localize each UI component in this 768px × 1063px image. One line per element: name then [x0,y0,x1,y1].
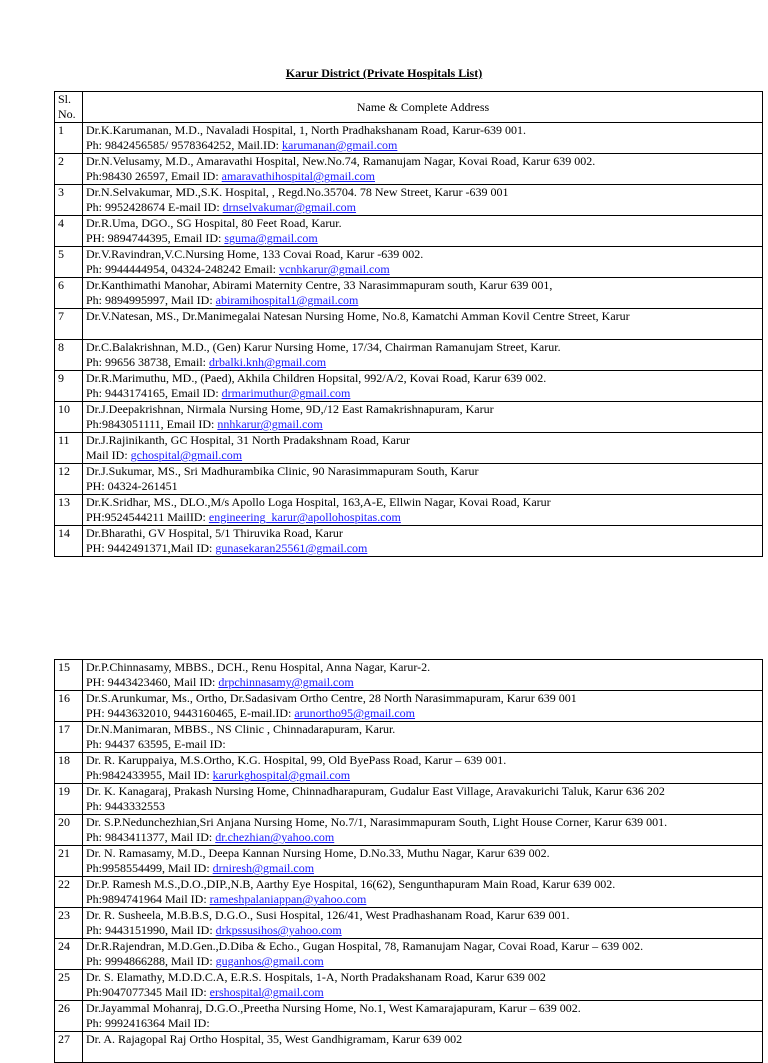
phone-text: Ph: 9894995997, Mail ID: [86,293,216,307]
hospital-details [83,722,763,753]
email-link[interactable]: vcnhkarur@gmail.com [279,262,390,276]
email-link[interactable]: drbalki.knh@gmail.com [209,355,327,369]
serial-number: 5 [55,247,83,278]
email-link[interactable]: sguma@gmail.com [224,231,318,245]
hospital-details [83,433,763,464]
table-row [55,402,763,433]
phone-text: Ph: 99656 38738, Email: [86,355,209,369]
contact-line [86,985,760,1000]
serial-number: 22 [55,877,83,908]
phone-text: Ph: 9443151990, Mail ID: [86,923,216,937]
serial-number: 8 [55,340,83,371]
doctor-hospital-address: Dr. S. Elamathy, M.D.D.C.A, E.R.S. Hospitals, 1-A, North Pradakshanam Road, Karur 639 002 [86,970,546,984]
hospital-details [83,495,763,526]
serial-number: 20 [55,815,83,846]
no-header-label: No. [58,107,76,121]
doctor-hospital-address: Dr.V.Natesan, MS., Dr.Manimegalai Natesan Nursing Home, No.8, Kamatchi Amman Kovil Centre Street, Karur [86,309,630,323]
table-row [55,278,763,309]
table-row [55,753,763,784]
contact-line [86,355,760,370]
hospital-details [83,247,763,278]
phone-text: Ph: 9842456585/ 9578364252, Mail.ID: [86,138,283,152]
contact-line [86,1047,760,1062]
serial-number: 19 [55,784,83,815]
serial-number: 14 [55,526,83,557]
doctor-hospital-address: Dr.R.Marimuthu, MD., (Paed), Akhila Children Hopsital, 992/A/2, Kovai Road, Karur 639 002. [86,371,547,385]
email-link[interactable]: gunasekaran25561@gmail.com [215,541,368,555]
serial-number: 12 [55,464,83,495]
phone-text: Ph: 9992416364 Mail ID: [86,1016,210,1030]
phone-text: Ph: 9944444954, 04324-248242 Email: [86,262,279,276]
contact-line [86,510,760,525]
serial-number: 10 [55,402,83,433]
phone-text: Ph: 9443332553 [86,799,166,813]
hospital-details [83,340,763,371]
hospital-table-part-2 [54,659,763,1063]
contact-line [86,138,760,153]
hospital-table-part-1 [54,91,763,557]
email-link[interactable]: drmarimuthur@gmail.com [221,386,351,400]
doctor-hospital-address: Dr.R.Uma, DGO., SG Hospital, 80 Feet Road, Karur. [86,216,342,230]
serial-number: 16 [55,691,83,722]
contact-line [86,417,760,432]
doctor-hospital-address: Dr.V.Ravindran,V.C.Nursing Home, 133 Covai Road, Karur -639 002. [86,247,424,261]
hospital-details [83,154,763,185]
contact-line [86,386,760,401]
phone-text: Ph:9894741964 Mail ID: [86,892,210,906]
phone-text: Ph: 9952428674 E-mail ID: [86,200,223,214]
email-link[interactable]: drkpssusihos@yahoo.com [215,923,342,937]
contact-line [86,799,760,814]
table-row [55,216,763,247]
contact-line [86,892,760,907]
email-link[interactable]: arunortho95@gmail.com [294,706,416,720]
hospital-details [83,371,763,402]
table-row [55,340,763,371]
serial-number: 18 [55,753,83,784]
serial-number: 24 [55,939,83,970]
serial-number: 27 [55,1032,83,1063]
table-row [55,154,763,185]
table-header-row [55,92,763,123]
phone-text: Ph:98430 26597, Email ID: [86,169,222,183]
contact-line [86,231,760,246]
contact-line [86,830,760,845]
serial-number: 6 [55,278,83,309]
doctor-hospital-address: Dr.Jayammal Mohanraj, D.G.O.,Preetha Nursing Home, No.1, West Kamarajapuram, Karur – 639 002. [86,1001,581,1015]
sl-no-header [55,92,83,123]
email-link[interactable]: abiramihospital1@gmail.com [215,293,359,307]
hospital-details [83,753,763,784]
email-link[interactable]: drniresh@gmail.com [212,861,315,875]
phone-text: PH: 9443632010, 9443160465, E-mail.ID: [86,706,295,720]
contact-line [86,737,760,752]
serial-number: 15 [55,660,83,691]
email-link[interactable]: karumanan@gmail.com [282,138,398,152]
contact-line [86,861,760,876]
table-row [55,526,763,557]
table-row [55,722,763,753]
hospital-details [83,970,763,1001]
hospital-details [83,815,763,846]
doctor-hospital-address: Dr. S.P.Nedunchezhian,Sri Anjana Nursing Home, No.7/1, Narasimmapuram South, Light House Corner, Karur 639 001. [86,815,668,829]
phone-text: PH: 9894744395, Email ID: [86,231,225,245]
serial-number: 25 [55,970,83,1001]
contact-line [86,448,760,463]
hospital-details [83,402,763,433]
serial-number: 11 [55,433,83,464]
hospital-details [83,877,763,908]
serial-number: 3 [55,185,83,216]
doctor-hospital-address: Dr.Kanthimathi Manohar, Abirami Maternity Centre, 33 Narasimmapuram south, Karur 639 001, [86,278,553,292]
email-link[interactable]: drnselvakumar@gmail.com [222,200,357,214]
doctor-hospital-address: Dr.K.Sridhar, MS., DLO.,M/s Apollo Loga Hospital, 163,A-E, Ellwin Nagar, Kovai Road, Karur [86,495,551,509]
doctor-hospital-address: Dr.J.Rajinikanth, GC Hospital, 31 North Pradakshnam Road, Karur [86,433,410,447]
hospital-details [83,464,763,495]
doctor-hospital-address: Dr.N.Selvakumar, MD.,S.K. Hospital, , Regd.No.35704. 78 New Street, Karur -639 001 [86,185,509,199]
contact-line [86,954,760,969]
phone-text: PH:9524544211 MailID: [86,510,209,524]
contact-line [86,923,760,938]
contact-line [86,200,760,215]
table-row [55,815,763,846]
table-row [55,660,763,691]
phone-text: Ph:9842433955, Mail ID: [86,768,213,782]
doctor-hospital-address: Dr.C.Balakrishnan, M.D., (Gen) Karur Nursing Home, 17/34, Chairman Ramanujam Street, Karur. [86,340,561,354]
contact-line [86,293,760,308]
table-row [55,970,763,1001]
phone-text: Ph:9047077345 Mail ID: [86,985,210,999]
serial-number: 4 [55,216,83,247]
email-link[interactable]: gchospital@gmail.com [130,448,243,462]
contact-line [86,675,760,690]
table-row [55,1001,763,1032]
table-row [55,784,763,815]
table-row [55,433,763,464]
contact-line [86,706,760,721]
serial-number: 1 [55,123,83,154]
hospital-details [83,309,763,340]
email-link[interactable]: amaravathihospital@gmail.com [221,169,376,183]
hospital-details [83,123,763,154]
doctor-hospital-address: Dr.J.Deepakrishnan, Nirmala Nursing Home, 9D,/12 East Ramakrishnapuram, Karur [86,402,494,416]
hospital-details [83,846,763,877]
table-row [55,123,763,154]
doctor-hospital-address: Dr. R. Susheela, M.B.B.S, D.G.O., Susi Hospital, 126/41, West Pradhashanam Road, Karur 639 001. [86,908,570,922]
doctor-hospital-address: Dr. R. Karuppaiya, M.S.Ortho, K.G. Hospital, 99, Old ByePass Road, Karur – 639 001. [86,753,507,767]
contact-line [86,324,760,339]
phone-text: Ph: 9843411377, Mail ID: [86,830,216,844]
hospital-details [83,691,763,722]
table-row [55,1032,763,1063]
hospital-details [83,185,763,216]
phone-text: Ph:9843051111, Email ID: [86,417,218,431]
email-link[interactable]: dr.chezhian@yahoo.com [215,830,335,844]
table-row [55,495,763,526]
hospital-details [83,526,763,557]
doctor-hospital-address: Dr. K. Kanagaraj, Prakash Nursing Home, Chinnadharapuram, Gudalur East Village, Aravakurichi Taluk, Karur 636 202 [86,784,665,798]
hospital-details [83,278,763,309]
doctor-hospital-address: Dr.P.Chinnasamy, MBBS., DCH., Renu Hospital, Anna Nagar, Karur-2. [86,660,431,674]
table-row [55,185,763,216]
phone-text: PH: 9442491371,Mail ID: [86,541,216,555]
phone-text: Ph:9958554499, Mail ID: [86,861,213,875]
hospital-details [83,1032,763,1063]
serial-number: 2 [55,154,83,185]
serial-number: 23 [55,908,83,939]
table-row [55,877,763,908]
doctor-hospital-address: Dr.N.Manimaran, MBBS., NS Clinic , Chinnadarapuram, Karur. [86,722,396,736]
contact-line [86,541,760,556]
phone-text: PH: 9443423460, Mail ID: [86,675,219,689]
table-row [55,939,763,970]
table-row [55,846,763,877]
doctor-hospital-address: Dr.J.Sukumar, MS., Sri Madhurambika Clinic, 90 Narasimmapuram South, Karur [86,464,479,478]
serial-number: 26 [55,1001,83,1032]
email-link[interactable]: ershospital@gmail.com [209,985,324,999]
hospital-details [83,1001,763,1032]
serial-number: 7 [55,309,83,340]
sl-header-label: Sl. [58,92,72,106]
doctor-hospital-address: Dr.N.Velusamy, M.D., Amaravathi Hospital, New.No.74, Ramanujam Nagar, Kovai Road, Karur 639 002. [86,154,596,168]
email-link[interactable]: guganhos@gmail.com [215,954,324,968]
phone-text: Ph: 94437 63595, E-mail ID: [86,737,226,751]
doctor-hospital-address: Dr.P. Ramesh M.S.,D.O.,DIP.,N.B, Aarthy Eye Hospital, 16(62), Sengunthapuram Main Road, Karur 639 002. [86,877,616,891]
table-row [55,247,763,278]
contact-line [86,262,760,277]
email-link[interactable]: nnhkarur@gmail.com [217,417,323,431]
phone-text: Mail ID: [86,448,131,462]
hospital-details [83,216,763,247]
serial-number: 17 [55,722,83,753]
table-row [55,691,763,722]
hospital-details [83,908,763,939]
serial-number: 21 [55,846,83,877]
table-row [55,309,763,340]
contact-line [86,768,760,783]
phone-text: Ph: 9994866288, Mail ID: [86,954,216,968]
doctor-hospital-address: Dr.R.Rajendran, M.D.Gen.,D.Diba & Echo., Gugan Hospital, 78, Ramanujam Nagar, Covai Road, Karur – 639 002. [86,939,644,953]
name-address-header: Name & Complete Address [83,92,763,123]
email-link[interactable]: engineering_karur@apollohospitas.com [208,510,401,524]
email-link[interactable]: drpchinnasamy@gmail.com [218,675,354,689]
hospital-details [83,784,763,815]
doctor-hospital-address: Dr.S.Arunkumar, Ms., Ortho, Dr.Sadasivam Ortho Centre, 28 North Narasimmapuram, Karur 639 001 [86,691,577,705]
email-link[interactable]: rameshpalaniappan@yahoo.com [209,892,367,906]
table-row [55,908,763,939]
contact-line [86,479,760,494]
phone-text: PH: 04324-261451 [86,479,178,493]
table-row [55,371,763,402]
hospital-details [83,939,763,970]
page-title: Karur District (Private Hospitals List) [285,66,483,80]
doctor-hospital-address: Dr.K.Karumanan, M.D., Navaladi Hospital, 1, North Pradhakshanam Road, Karur-639 001. [86,123,526,137]
doctor-hospital-address: Dr. N. Ramasamy, M.D., Deepa Kannan Nursing Home, D.No.33, Muthu Nagar, Karur 639 002. [86,846,550,860]
doctor-hospital-address: Dr. A. Rajagopal Raj Ortho Hospital, 35, West Gandhigramam, Karur 639 002 [86,1032,463,1046]
phone-text: Ph: 9443174165, Email ID: [86,386,222,400]
contact-line [86,169,760,184]
serial-number: 13 [55,495,83,526]
hospital-details [83,660,763,691]
serial-number: 9 [55,371,83,402]
doctor-hospital-address: Dr.Bharathi, GV Hospital, 5/1 Thiruvika Road, Karur [86,526,343,540]
table-row [55,464,763,495]
email-link[interactable]: karurkghospital@gmail.com [212,768,351,782]
